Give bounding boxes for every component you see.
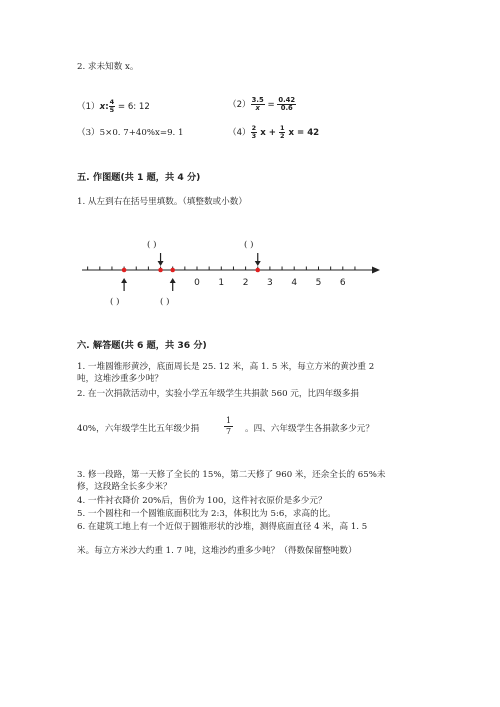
section-5-q1: 1. 从左到右在括号里填数。（填整数或小数） [77, 197, 247, 207]
equation-3: （3）5×0. 7+40%x=9. 1 [77, 128, 184, 138]
problem-6-line-1: 6. 在建筑工地上有一个近似于圆锥形状的沙堆，测得底面直径 4 米，高 1. 5 [77, 522, 368, 532]
tick-label: 0 [194, 278, 200, 288]
blank-paren-top-2: ( ) [244, 240, 254, 250]
problem-2-line-2: 40%，六年级学生比五年级少捐 [77, 424, 200, 434]
tick-label: 2 [242, 278, 249, 288]
marked-point [158, 268, 163, 273]
marked-point [255, 268, 260, 273]
question-title: 2. 求未知数 x。 [77, 62, 139, 72]
blank-paren-top-1: ( ) [147, 240, 157, 250]
up-arrow-head [170, 278, 176, 283]
marked-point [170, 268, 175, 273]
problem-1-line-2: 吨，这堆沙重多少吨？ [77, 374, 163, 384]
problem-6-line-2: 米。每立方米沙大约重 1. 7 吨，这堆沙约重多少吨？（得数保留整吨数） [77, 546, 357, 556]
fraction-one-seventh: $\frac{1}{7}$ [226, 416, 232, 436]
section-5-heading: 五. 作图题(共 1 题，共 4 分) [77, 172, 201, 183]
marked-point [122, 268, 127, 273]
section-6-heading: 六. 解答题(共 6 题，共 36 分) [77, 340, 207, 351]
tick-label: 3 [267, 278, 273, 288]
problem-1-line-1: 1. 一堆圆锥形黄沙，底面周长是 25. 12 米，高 1. 5 米，每立方米的黄沙重 2 [77, 362, 375, 372]
down-arrow-head [255, 261, 261, 266]
tick-label: 5 [315, 278, 322, 288]
problem-2-line-2-end: 。四、六年级学生各捐款多少元？ [245, 424, 374, 434]
blank-paren-bottom-2: ( ) [160, 297, 170, 307]
problem-3-line-2: 修，这段路全长多少米？ [77, 482, 172, 492]
tick-label: 4 [291, 278, 298, 288]
problem-2-line-1: 2. 在一次捐款活动中，实验小学五年级学生共捐款 560 元，比四年级多捐 [77, 389, 360, 399]
tick-label: 1 [218, 278, 225, 288]
equation-2: （2） $\frac{3.5}{x}$ = $\frac{0.42}{0.6}$ [228, 96, 296, 112]
problem-5: 5. 一个圆柱和一个圆锥底面积比为 2:3，体积比为 5:6，求高的比。 [77, 509, 336, 519]
equation-1: （1）x: $\frac{4}{5}$ = 6: 12 [77, 98, 150, 114]
axis-arrowhead [372, 267, 380, 274]
tick-label: 6 [339, 278, 346, 288]
problem-3-line-1: 3. 修一段路，第一天修了全长的 15%，第二天修了 960 米，还余全长的 65%未 [77, 470, 386, 480]
blank-paren-bottom-1: ( ) [110, 297, 120, 307]
problem-4: 4. 一件衬衣降价 20%后，售价为 100，这件衬衣原价是多少元？ [77, 496, 327, 506]
down-arrow-head [158, 261, 164, 266]
up-arrow-head [121, 278, 127, 283]
equation-4: （4） $\frac{2}{3}$ x + $\frac{1}{2}$ x = 42 [228, 124, 320, 140]
